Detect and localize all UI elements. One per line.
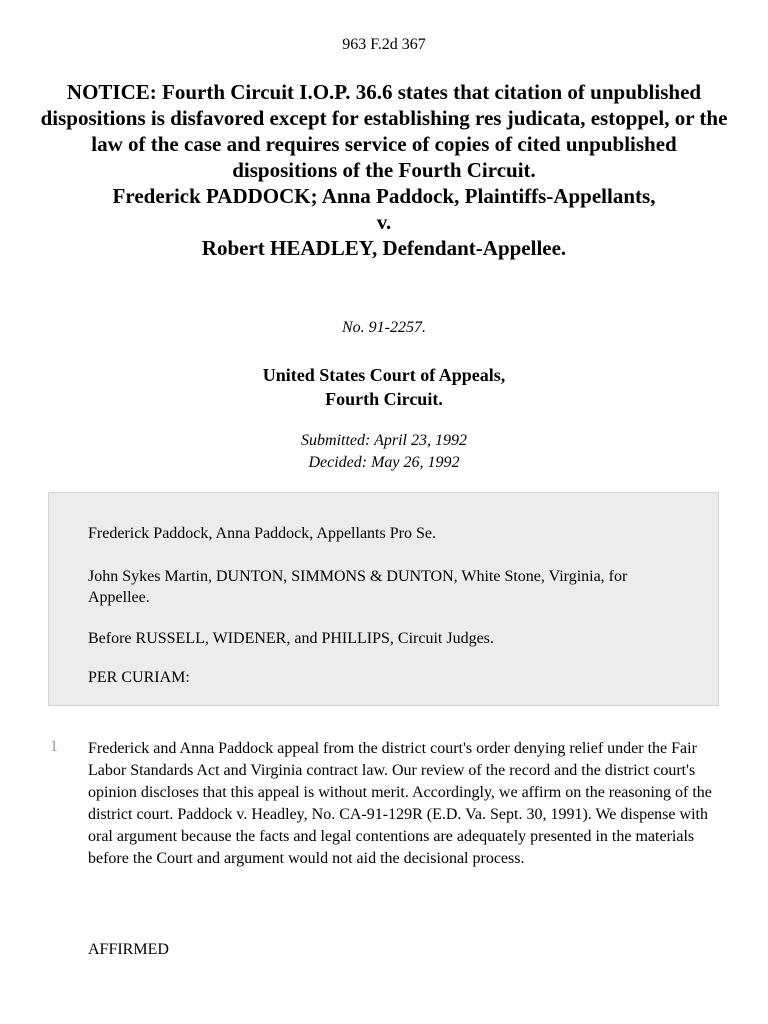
plaintiffs-caption: Frederick PADDOCK; Anna Paddock, Plaintiffs-Appellants, <box>112 184 656 208</box>
case-title-block <box>40 79 728 261</box>
opinion-paragraph: Frederick and Anna Paddock appeal from the district court's order denying relief under the Fair Labor Standards Act and Virginia contract law. Our review of the record and the district court's opinion discloses that this appeal is without merit. Accordingly, we affirm on the reasoning of the district court. Paddock v. Headley, No. CA-91-129R (E.D. Va. Sept. 30, 1991). We dispense with oral argument because the facts and legal contentions are adequately presented in the materials before the Court and argument would not aid the decisional process. <box>88 740 712 867</box>
per-curiam-label: PER CURIAM: <box>88 669 190 686</box>
versus-caption: v. <box>376 210 392 234</box>
docket-number: No. 91-2257. <box>342 319 426 336</box>
court-name <box>0 363 768 411</box>
notice-text: NOTICE: Fourth Circuit I.O.P. 36.6 states that citation of unpublished dispositions is disfavored except for establishing res judicata, estoppel, or the law of the case and requires service of copies of cited unpublished dispositions of the Fourth Circuit. <box>40 80 728 182</box>
counsel-panel <box>48 492 719 706</box>
decided-date: Decided: May 26, 1992 <box>308 454 460 471</box>
appellants-counsel: Frederick Paddock, Anna Paddock, Appellants Pro Se. <box>88 525 436 542</box>
judges-panel: Before RUSSELL, WIDENER, and PHILLIPS, Circuit Judges. <box>88 630 494 647</box>
disposition: AFFIRMED <box>88 941 169 958</box>
case-dates <box>0 430 768 474</box>
defendant-caption: Robert HEADLEY, Defendant-Appellee. <box>201 236 567 260</box>
court-name-line2: Fourth Circuit. <box>325 389 443 409</box>
appellee-counsel: John Sykes Martin, DUNTON, SIMMONS & DUNTON, White Stone, Virginia, for Appellee. <box>88 568 628 606</box>
case-citation: 963 F.2d 367 <box>342 36 426 53</box>
court-name-line1: United States Court of Appeals, <box>262 365 506 385</box>
paragraph-number: 1 <box>50 738 58 755</box>
submitted-date: Submitted: April 23, 1992 <box>301 432 467 449</box>
